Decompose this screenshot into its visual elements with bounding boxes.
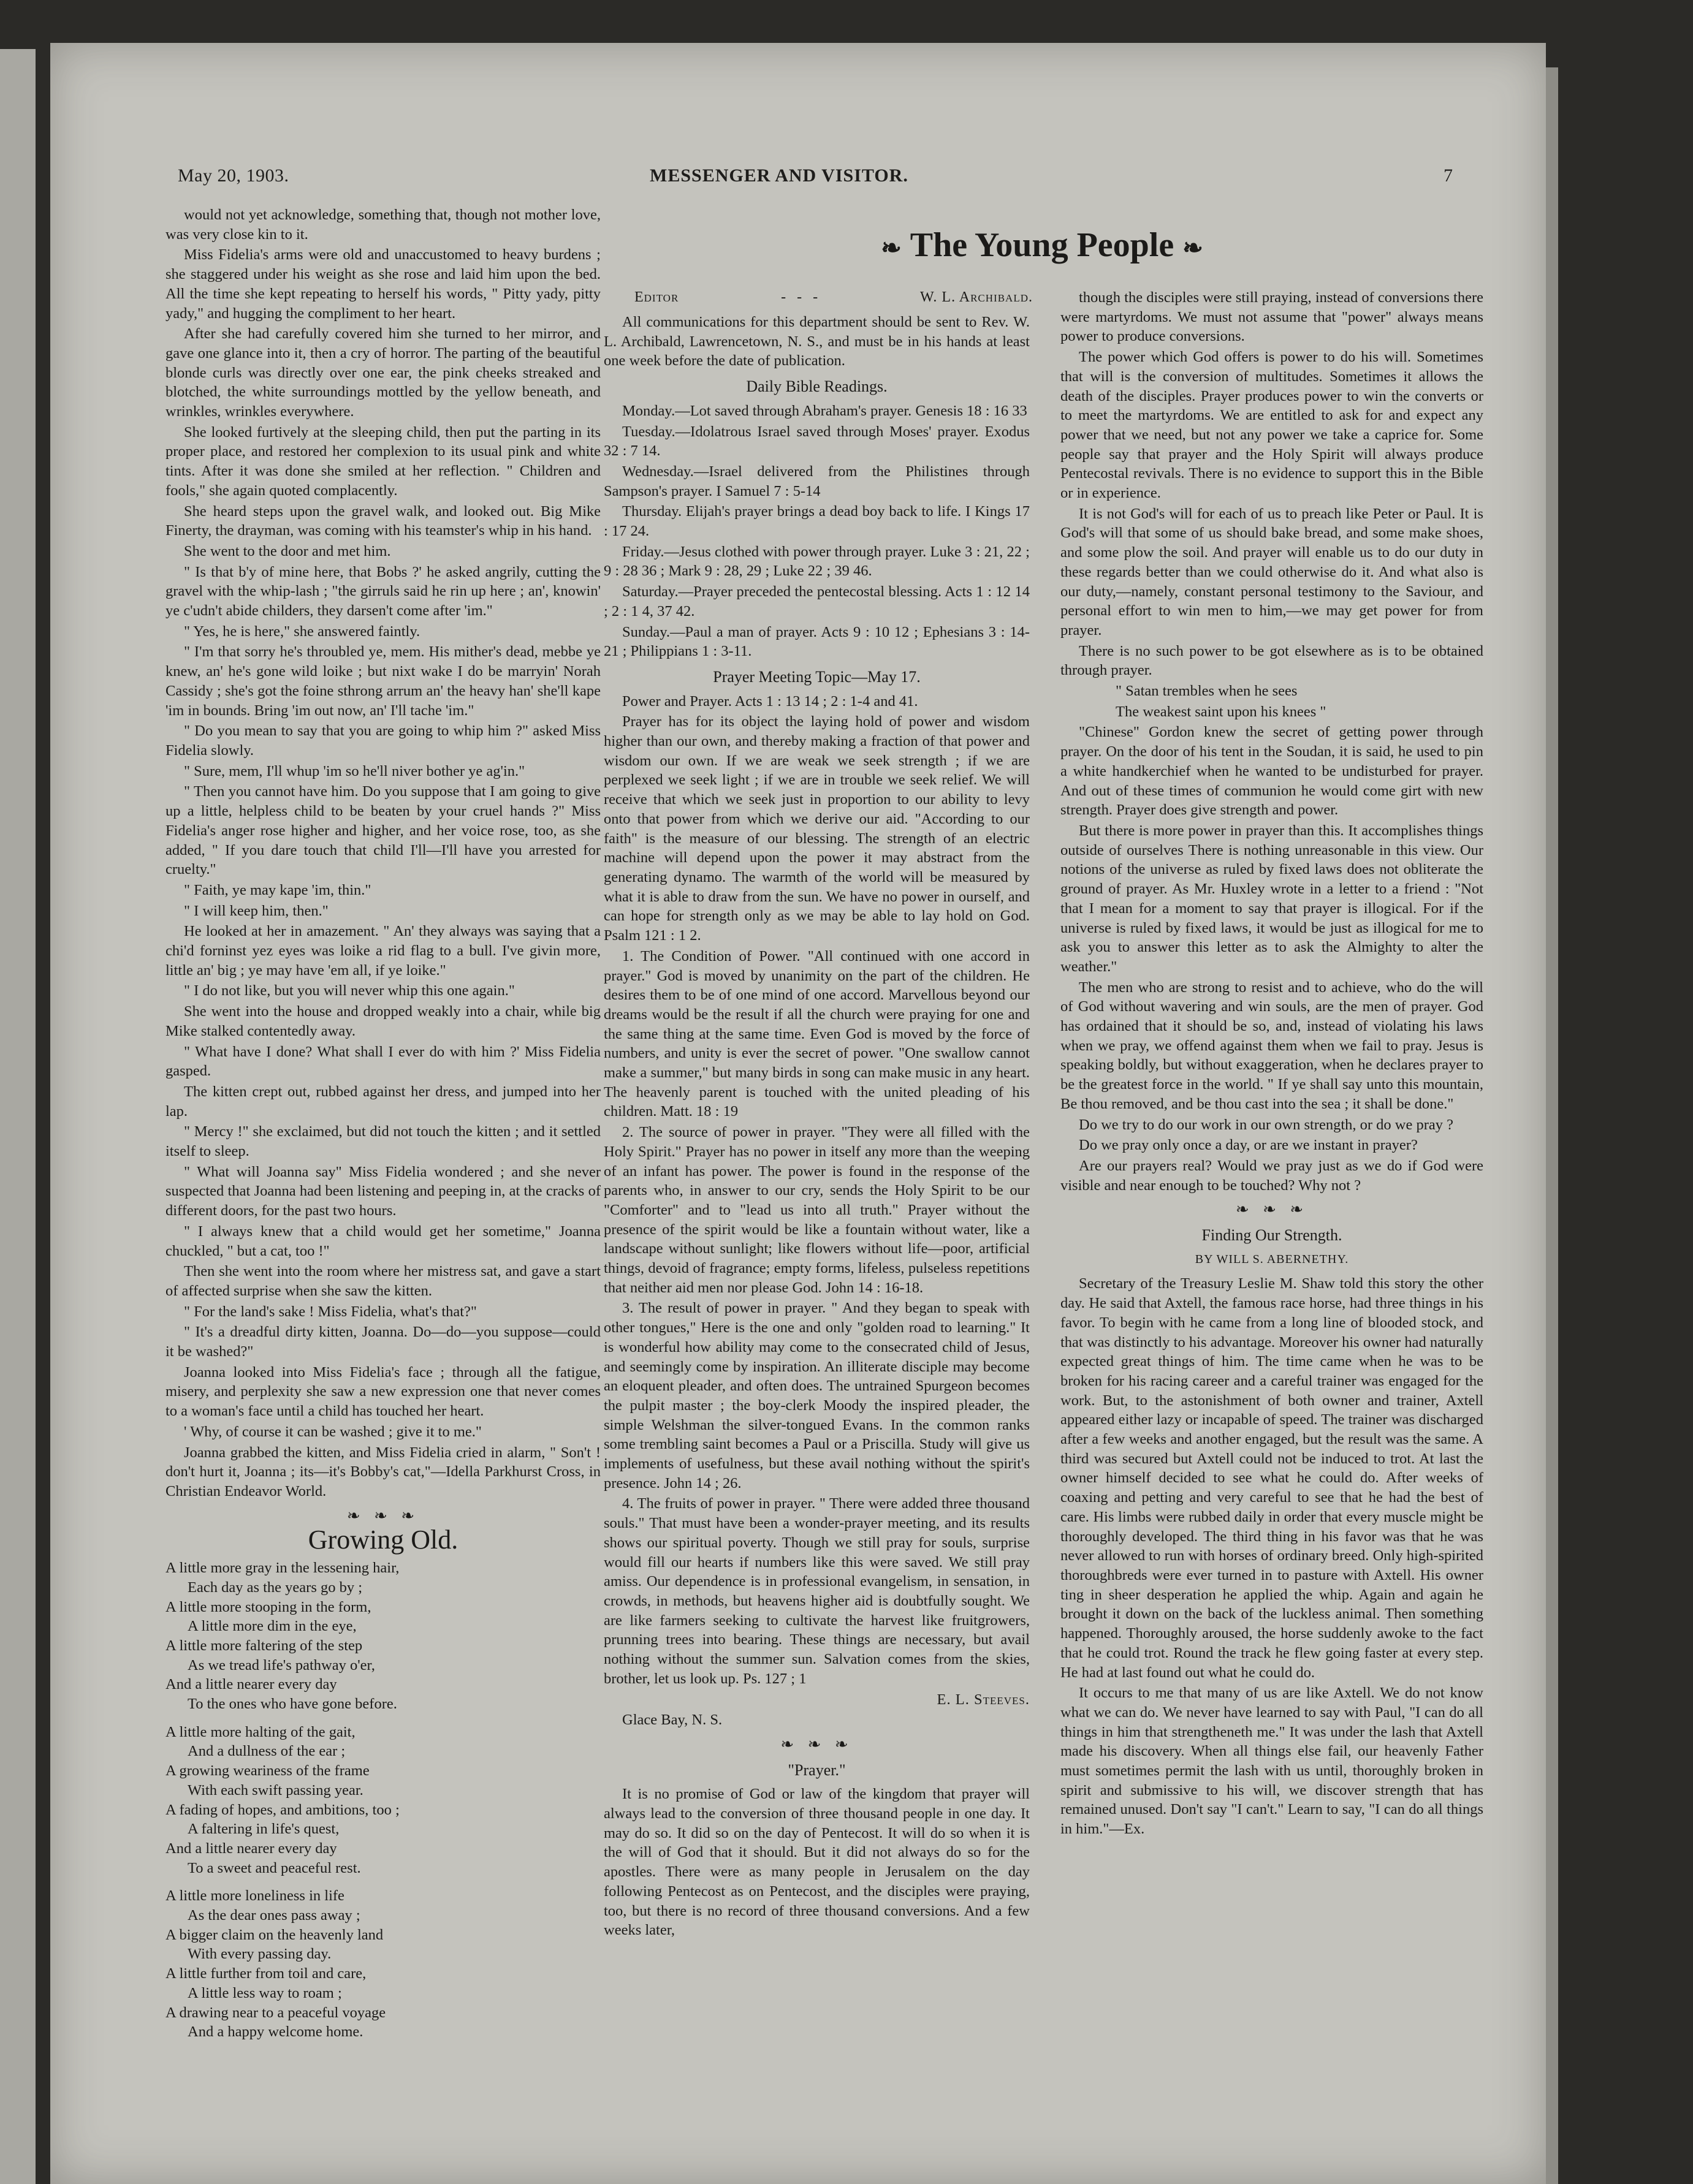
poem-line: A bigger claim on the heavenly land: [165, 1926, 384, 1943]
bible-reading-item: Friday.—Jesus clothed with power through prayer. Luke 3 : 21, 22 ; 9 : 28 36 ; Mark 9 : 28, 29 ; Luke 22 ; 39 46.: [604, 543, 1030, 580]
poem-line: To a sweet and peaceful rest.: [188, 1859, 361, 1876]
poem-line: As we tread life's pathway o'er,: [188, 1656, 375, 1674]
page-shadow-edge: [1546, 67, 1558, 2184]
poem-stanza: [165, 1558, 601, 1714]
poem-title: Growing Old.: [308, 1525, 458, 1555]
story-paragraph: " Yes, he is here," she answered faintly.: [184, 623, 420, 640]
section-ornament: ❧ ❧ ❧: [780, 1735, 853, 1753]
story-paragraph: " Sure, mem, I'll whup 'im so he'll niver bother ye ag'in.": [184, 762, 525, 779]
bible-reading-item: Wednesday.—Israel delivered from the Philistines through Sampson's prayer. I Samuel 7 : 5-14: [604, 463, 1030, 499]
editor-name: W. L. Archibald.: [919, 289, 1033, 305]
story-paragraph: Joanna looked into Miss Fidelia's face ; through all the fatigue, misery, and perplexity she saw a new expression one that never comes to a woman's face until a child has touched her heart.: [165, 1363, 601, 1420]
story-paragraph: He looked at her in amazement. " An' they always was saying that a chi'd forninst yez eyes was loike a rid flag to a bull. I've givin more, little an' big ; ye may have 'em all, if ye loike.": [165, 923, 601, 979]
bible-reading-item: Sunday.—Paul a man of prayer. Acts 9 : 10 12 ; Ephesians 3 : 14-21 ; Philippians 1 : 3-11.: [604, 623, 1030, 660]
topic-paragraph: Power and Prayer. Acts 1 : 13 14 ; 2 : 1-4 and 41.: [622, 692, 918, 710]
poem-line: And a little nearer every day: [165, 1676, 337, 1693]
topic-place: Glace Bay, N. S.: [622, 1712, 723, 1729]
prayer-paragraph: "Chinese" Gordon knew the secret of getting power through prayer. On the door of his tent in the Soudan, it is said, he used to pin a white handkerchief when he wanted to be undisturbed for prayer. And out of these times of communion he would come girt with new strength. Prayer does give strength and power.: [1060, 724, 1483, 819]
section-ornament: ❧ ❧ ❧: [1235, 1200, 1309, 1219]
prayer-article-title: "Prayer.": [788, 1761, 846, 1779]
bible-readings-title: Daily Bible Readings.: [746, 377, 888, 396]
prayer-paragraph: The power which God offers is power to do his will. Sometimes that will is the conversion of multitudes. Sometimes it allows the death of the disciples. Prayer produces power to win the converts or to meet the martyrdoms. We are entitled to ask for and expect any power that we need, but not any power we take a caprice for. Some people say that prayer and the Holy Spirit will always produce Pentecostal revivals. There is no evidence to support this in the Bible or in experience.: [1060, 349, 1483, 502]
poem-line: To the ones who have gone before.: [188, 1696, 397, 1713]
satan-quote: [1060, 681, 1483, 721]
story-paragraph: Then she went into the room where her mistress sat, and gave a start of affected surprise when she saw the kitten.: [165, 1263, 601, 1299]
poem-line: A drawing near to a peaceful voyage: [165, 2004, 386, 2021]
poem-stanza: [165, 1886, 601, 2042]
prayer-paragraph: Do we try to do our work in our own strength, or do we pray ?: [1079, 1116, 1454, 1133]
story-paragraph: Joanna grabbed the kitten, and Miss Fidelia cried in alarm, " Son't ! don't hurt it, Joanna ; its—it's Bobby's cat,"—Idella Parkhurst Cross, in Christian Endeavor World.: [165, 1444, 601, 1500]
story-paragraph: " Is that b'y of mine here, that Bobs ?' he asked angrily, cutting the gravel with the whip-lash ; "the girruls said he rin up here ; an', knowin' ye c'udn't abide childers, they darsen't come after 'im.": [165, 563, 601, 620]
poem-line: With each swift passing year.: [188, 1781, 363, 1799]
poem-line: With every passing day.: [188, 1946, 332, 1963]
story-paragraph: would not yet acknowledge, something that, though not mother love, was very close kin to it.: [165, 207, 601, 243]
poem-line: A little more faltering of the step: [165, 1637, 363, 1654]
story-paragraph: " I'm that sorry he's throubled ye, mem. His mither's dead, mebbe ye knew, an' he's gone wild loike ; but nixt wake I do be marryin' Norah Cassidy ; she's got the foine sthrong arrum an' the heavy han' she'll kape 'im in bounds. Bring 'im out now, an' I'll tache 'im.": [165, 643, 601, 719]
prayer-paragraph: Are our prayers real? Would we pray just as we do if God were visible and near enough to be touched? Why not ?: [1060, 1157, 1483, 1194]
story-paragraph: " What have I done? What shall I ever do with him ?' Miss Fidelia gasped.: [165, 1043, 601, 1080]
prayer-topic-title: Prayer Meeting Topic—May 17.: [713, 667, 921, 686]
topic-signature: E. L. Steeves.: [937, 1691, 1030, 1708]
poem-line: A little more stooping in the form,: [165, 1598, 371, 1615]
prayer-continued-paragraphs: [1060, 288, 1483, 680]
poem-line: And a little nearer every day: [165, 1840, 337, 1857]
poem-body: [165, 1558, 601, 2042]
poem-line: A little more gray in the lessening hair,: [165, 1560, 400, 1577]
poem-line: And a dullness of the ear ;: [188, 1743, 346, 1760]
topic-paragraph: 1. The Condition of Power. "All continued with one accord in prayer." God is moved by unanimity on the part of the children. He desires them to be of one mind of one accord. Marvellous beyond our dreams would be the result if all the church were praying for one and the same thing at the same time. Even God is moved by the force of numbers, and unity is ever the secret of power. "One swallow cannot make a summer," but many birds in song can make music in any heart. The heavenly parent is touched with the united pleading of his children. Matt. 18 : 19: [604, 947, 1030, 1120]
story-paragraph: ' Why, of course it can be washed ; give it to me.": [184, 1423, 482, 1440]
poem-line: A fading of hopes, and ambitions, too ;: [165, 1801, 400, 1818]
story-paragraph: " It's a dreadful dirty kitten, Joanna. Do—do—you suppose—could it be washed?": [165, 1324, 601, 1360]
issue-date: May 20, 1903.: [178, 165, 289, 186]
story-paragraph: " I do not like, but you will never whip this one again.": [184, 982, 515, 999]
story-paragraph: She heard steps upon the gravel walk, and looked out. Big Mike Finerty, the drayman, was coming with his teamster's whip in his hand.: [165, 502, 601, 539]
topic-paragraph: 3. The result of power in prayer. " And they began to speak with other tongues," Here is the one and only "golden road to learning." It is wonderful how ability may come to the consecrated child of Jesus, and seemingly come by inspiration. An illiterate disciple may become an eloquent pleader, and often does. The untrained Spurgeon becomes the pulpit master ; the boy-clerk Moody the inspired pleader, the simple Welshman the silver-tongued Evans. In the common ranks some trembling saint becomes a Paul or a Priscilla. Study will give us implements of usefulness, but these avail nothing without the spirit's presence. John 14 ; 26.: [604, 1300, 1030, 1492]
poem-stanza: [165, 1723, 601, 1878]
leaf-ornament-icon: ❧: [1182, 234, 1203, 262]
poem-line: A little more halting of the gait,: [165, 1723, 356, 1740]
prayer-paragraph: But there is more power in prayer than this. It accomplishes things outside of ourselves There is nothing unreasonable in this view. Our notions of the universe as ruled by fixed laws does not obliterate the ground of prayer. As Mr. Huxley wrote in a letter to a friend : "Not that I mean for a moment to say that prayer is illogical. For if the universe is ruled by fixed laws, it would be just as illogical for me to ask you to answer this letter as to ask the Almighty to alter the weather.": [1060, 822, 1483, 975]
story-paragraph: " For the land's sake ! Miss Fidelia, what's that?": [184, 1303, 477, 1320]
story-paragraph: The kitten crept out, rubbed against her dress, and jumped into her lap.: [165, 1083, 601, 1120]
strength-byline: BY WILL S. ABERNETHY.: [1195, 1252, 1349, 1266]
prayer-article-body: [604, 1784, 1030, 1940]
story-paragraph: She looked furtively at the sleeping child, then put the parting in its proper place, and restored her complexion to its usual pink and white tints. After it was done she smiled at her reflection. " Children and fools," she again quoted complacently.: [165, 423, 601, 499]
quote-line: The weakest saint upon his knees ": [1116, 703, 1326, 720]
bible-reading-item: Thursday. Elijah's prayer brings a dead boy back to life. I Kings 17 : 17 24.: [604, 503, 1030, 540]
bible-reading-item: Monday.—Lot saved through Abraham's prayer. Genesis 18 : 16 33: [622, 402, 1027, 419]
poem-line: A little more dim in the eye,: [188, 1618, 357, 1635]
adjacent-page-edge: [0, 49, 36, 2184]
newspaper-title: MESSENGER AND VISITOR.: [650, 165, 908, 186]
poem-line: And a happy welcome home.: [188, 2023, 363, 2041]
page-number: 7: [1444, 165, 1453, 186]
column-young-people: [604, 288, 1030, 1941]
poem-line: A growing weariness of the frame: [165, 1762, 370, 1780]
column-prayer-continued: [1060, 288, 1483, 1840]
section-title: The Young People: [910, 226, 1174, 264]
prayer-paragraph: Do we pray only once a day, or are we instant in prayer?: [1079, 1137, 1418, 1154]
prayer-continued-paragraphs-b: [1060, 722, 1483, 1195]
strength-paragraph: Secretary of the Treasury Leslie M. Shaw told this story the other day. He said that Axtell, the famous race horse, had three things in his favor. To begin with he came from a long line of blooded stock, and that was distinctly to his advantage. Moreover his owner had naturally expected great things of him. The time came when he was to be broken for his racing career and a careful trainer was engaged for the work. But, to the astonishment of both owner and trainer, Axtell appeared either lazy or incapable of speed. The trainer was discharged after a few weeks and another engaged, but the result was the same. A third was secured but Axtell could not be induced to trot. At last the owner himself decided to see what he could do. After weeks of coaxing and petting and very careful to see that he had the best of care. His limbs were rubbed daily in order that every muscle might be thoroughly developed. The third thing in his favor was that he was never allowed to run with horses of ordinary breed. Only high-spirited thoroughbreds were ever turned in to pasture with Axtell. His owner ting in sheer desperation he applied the whip. Again and again he brought it down on the back of the luckless animal. Then something happened. Thoroughly aroused, the horse suddenly awoke to the fact that he could trot. Round the track he flew going faster at every step. He had at last found out what he could do.: [1060, 1275, 1483, 1681]
story-paragraph: " Mercy !" she exclaimed, but did not touch the kitten ; and it settled itself to sleep.: [165, 1123, 601, 1160]
story-paragraph: " Then you cannot have him. Do you suppose that I am going to give up a little, helpless child to be beaten by your cruel hands ?" Miss Fidelia's anger rose higher and higher, and her voice rose, too, as she added, " If you dare touch that child I'll—I'll have you arrested for cruelty.": [165, 783, 601, 878]
story-paragraph: After she had carefully covered him she turned to her mirror, and gave one glance into it, then a cry of horror. The parting of the beautiful blonde curls was directly over one ear, the pink cheeks streaked and blotched, the white surroundings mottled by the yellow beneath, and wrinkles, wrinkles everywhere.: [165, 325, 601, 420]
prayer-paragraph: though the disciples were still praying, instead of conversions there were martyrdoms. We must not assume that "power" always means power to produce conversions.: [1060, 289, 1483, 345]
prayer-paragraph: It is not God's will for each of us to preach like Peter or Paul. It is God's will that some of us should bake bread, and some make shoes, and some plow the soil. And prayer will enable us to do our duty in these regards better than we could otherwise do it. And what also is our duty,—namely, constant personal testimony to the Saviour, and personal effort to win men to him,—we may get power for from prayer.: [1060, 505, 1483, 639]
story-paragraph: " Do you mean to say that you are going to whip him ?" asked Miss Fidelia slowly.: [165, 722, 601, 759]
poem-line: A little more loneliness in life: [165, 1887, 344, 1905]
topic-paragraph: 4. The fruits of power in prayer. " There were added three thousand souls." That must have been a wonder-prayer meeting, and its results shows our spiritual poverty. Though we still pray for souls, surprise would fill our hearts if numbers like this were saved. We still pray amiss. Our dependence is in professional evangelism, in sensation, in crowds, in methods, but heavens higher aid is doubtfully sought. We are like farmers seeking to cultivate the harvest like fruitgrowers, prunning trees into bearing. These things are necessary, but avail nothing without the summer sun. Salvation comes from the skies, brother, let us look up. Ps. 127 ; 1: [604, 1495, 1030, 1687]
topic-paragraph: Prayer has for its object the laying hold of power and wisdom higher than our own, and thereby making a fraction of that power and wisdom our own. If we are weak we seek strength ; if we are perplexed we seek light ; if we are in trouble we seek relief. We will receive that which we seek just in proportion to our ability to levy onto that power from which we derive our aid. "According to our faith" is the measure of our blessing. The strength of an electric machine will depend upon the power it may abstract from the generating dynamo. The warmth of the world will be measured by what it is able to draw from the sun. We have no power in ourself, and can hope for strength only as we may be able to lay hold on God. Psalm 121 : 1 2.: [604, 713, 1030, 944]
section-ornament: ❧ ❧ ❧: [346, 1506, 420, 1525]
prayer-paragraph: There is no such power to be got elsewhere as is to be obtained through prayer.: [1060, 642, 1483, 679]
story-paragraph: Miss Fidelia's arms were old and unaccustomed to heavy burdens ; she staggered under his weight as she rose and laid him upon the bed. All the time she kept repeating to herself his words, " Pitty yady, pitty yady," and hugging the compliment to her heart.: [165, 246, 601, 322]
submission-notice: All communications for this department should be sent to Rev. W. L. Archibald, Lawrencetown, N. S., and must be in his hands at least one week before the date of publication.: [604, 314, 1030, 370]
strength-title: Finding Our Strength.: [1201, 1226, 1342, 1245]
quote-line: " Satan trembles when he sees: [1116, 683, 1298, 700]
poem-line: A faltering in life's quest,: [188, 1821, 340, 1838]
bible-readings-list: [604, 401, 1030, 661]
young-people-header: [827, 226, 1257, 265]
poem-line: As the dear ones pass away ;: [188, 1907, 360, 1924]
strength-article-body: [1060, 1274, 1483, 1838]
poem-line: A little less way to roam ;: [188, 1984, 342, 2001]
topic-paragraph: 2. The source of power in prayer. "They were all filled with the Holy Spirit." Prayer has no power in itself any more than the weeping of an infant has power. The power is found in the response of the parents who, in answer to our cry, sends the Holy Spirit to be our "Comforter" and to "lead us into all truth." Prayer without the presence of the spirit would be like a fountain without water, like a landscape without sunlight; like flowers without life—poor, artificial things, devoid of fragrance; empty forms, lifeless, pulseless repetitions that neither aid men nor please God. John 14 : 16-18.: [604, 1124, 1030, 1296]
editor-dashes: - - -: [781, 289, 818, 305]
poem-line: A little further from toil and care,: [165, 1965, 367, 1982]
prayer-paragraph: It is no promise of God or law of the kingdom that prayer will always lead to the conversion of three thousand people in one day. It may do so. It did so on the day of Pentecost. It will do so when it is the will of God that it should. But it did not always do so for the apostles. There were as many people in Jerusalem on the day following Pentecost as on Pentecost, and the disciples were praying, too, but there is no record of three thousand conversions. And a few weeks later,: [604, 1786, 1030, 1939]
story-paragraph: " I always knew that a child would get her sometime," Joanna chuckled, " but a cat, too !": [165, 1223, 601, 1259]
story-paragraph: " I will keep him, then.": [184, 902, 329, 919]
leaf-ornament-icon: ❧: [881, 234, 902, 262]
poem-line: Each day as the years go by ;: [188, 1579, 363, 1596]
prayer-topic-body: [604, 692, 1030, 1689]
story-paragraph: She went into the house and dropped weakly into a chair, while big Mike stalked contentedly away.: [165, 1003, 601, 1039]
column-story: [165, 205, 601, 2050]
story-paragraphs: [165, 205, 601, 1501]
story-paragraph: " Faith, ye may kape 'im, thin.": [184, 881, 371, 898]
bible-reading-item: Tuesday.—Idolatrous Israel saved through Moses' prayer. Exodus 32 : 7 14.: [604, 423, 1030, 460]
story-paragraph: " What will Joanna say" Miss Fidelia wondered ; and she never suspected that Joanna had been listening and peeping in, at the cracks of different doors, for the past two hours.: [165, 1163, 601, 1219]
bible-reading-item: Saturday.—Prayer preceded the pentecostal blessing. Acts 1 : 12 14 ; 2 : 1 4, 37 42.: [604, 583, 1030, 620]
story-paragraph: She went to the door and met him.: [184, 542, 391, 559]
prayer-paragraph: The men who are strong to resist and to achieve, who do the will of God without wavering and win souls, are the men of prayer. God has ordained that it should be so, and, instead of violating his laws when we pray, we offend against them when we fail to pray. Jesus is speaking boldly, but without exaggeration, when he declares prayer to be the greatest force in the world. " If ye shall say unto this mountain, Be thou removed, and be thou cast into the sea ; it shall be done.": [1060, 979, 1483, 1112]
editor-label: Editor: [634, 289, 679, 305]
strength-paragraph: It occurs to me that many of us are like Axtell. We do not know what we can do. We never have learned to say with Paul, "I can do all things in him that strengtheneth me." It was under the lash that Axtell made his discovery. When all things else fail, our heavenly Father must sometimes permit the lash with us until, thoroughly broken in spirit and submissive to his will, we discover strength that has remained unused. Don't say "I can't." Learn to say, "I can do all things in him."—Ex.: [1060, 1685, 1483, 1838]
